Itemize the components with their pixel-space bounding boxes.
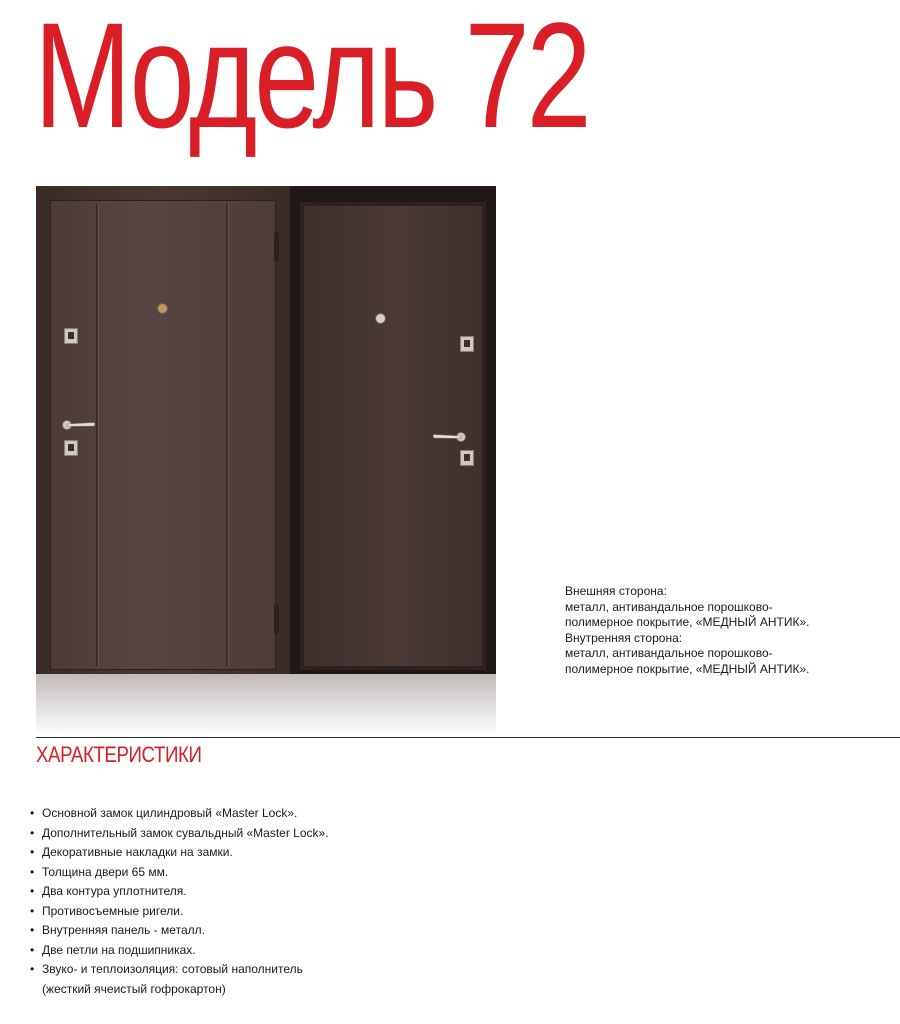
bullet-icon: • [30, 942, 35, 957]
bullet-icon: • [30, 884, 35, 898]
door-groove [226, 204, 228, 666]
finish-description [565, 584, 895, 677]
latch-knob-icon [376, 314, 385, 323]
list-item [30, 882, 329, 902]
bullet-icon: • [30, 825, 35, 840]
feature-text: Внутренняя панель - металл. [42, 923, 205, 937]
hinge-icon [274, 618, 279, 634]
feature-text: Основной замок цилиндровый «Master Lock». [42, 806, 298, 820]
feature-text: Толщина двери 65 мм. [42, 864, 169, 879]
lock-plate-icon [460, 336, 474, 352]
bullet-icon: • [30, 903, 35, 918]
list-item [30, 824, 329, 844]
feature-text: Противосъемные ригели. [42, 903, 184, 918]
door-inner-leaf [300, 202, 486, 670]
section-divider [36, 737, 900, 738]
bullet-icon: • [30, 845, 35, 859]
page-title: Модель 72 [34, 0, 589, 159]
floor-reflection [36, 674, 496, 736]
upper-lock-cylinder-icon [158, 304, 167, 313]
features-list [30, 804, 329, 999]
list-item [30, 921, 329, 941]
lock-plate-icon [64, 328, 78, 344]
bullet-icon: • [30, 864, 35, 879]
bullet-icon: • [30, 962, 35, 976]
list-item [30, 960, 329, 980]
desc-line: Внутренняя сторона: [565, 630, 683, 645]
lock-plate-icon [64, 440, 78, 456]
list-item-continuation: (жесткий ячеистый гофрокартон) [42, 981, 226, 996]
door-outer-leaf [50, 200, 276, 670]
door-outer-side [36, 186, 290, 674]
section-title: ХАРАКТЕРИСТИКИ [36, 742, 202, 767]
feature-text: Две петли на подшипниках. [42, 942, 196, 957]
desc-line: полимерное покрытие, «МЕДНЫЙ АНТИК». [565, 661, 810, 676]
door-inner-side [290, 186, 496, 674]
door-groove [96, 204, 98, 666]
desc-line: металл, антивандальное порошково- [565, 646, 773, 660]
list-item [30, 843, 329, 863]
list-item [30, 804, 329, 824]
bullet-icon: • [30, 923, 35, 937]
feature-text: Дополнительный замок сувальдный «Master Lock». [42, 825, 329, 840]
list-item [30, 941, 329, 961]
desc-line: Внешняя сторона: [565, 584, 667, 598]
feature-text: Два контура уплотнителя. [42, 884, 187, 898]
door-handle-icon [432, 432, 466, 442]
desc-line: полимерное покрытие, «МЕДНЫЙ АНТИК». [565, 615, 810, 629]
hinge-icon [274, 246, 279, 262]
door-product-image [36, 186, 496, 736]
door-handle-icon [62, 420, 96, 430]
feature-text: Звуко- и теплоизоляция: сотовый наполнитель [42, 962, 303, 976]
list-item [30, 902, 329, 922]
list-item [30, 863, 329, 883]
feature-text: Декоративные накладки на замки. [42, 845, 233, 859]
bullet-icon: • [30, 806, 35, 820]
desc-line: металл, антивандальное порошково- [565, 599, 773, 614]
thumb-turn-icon [460, 450, 474, 466]
